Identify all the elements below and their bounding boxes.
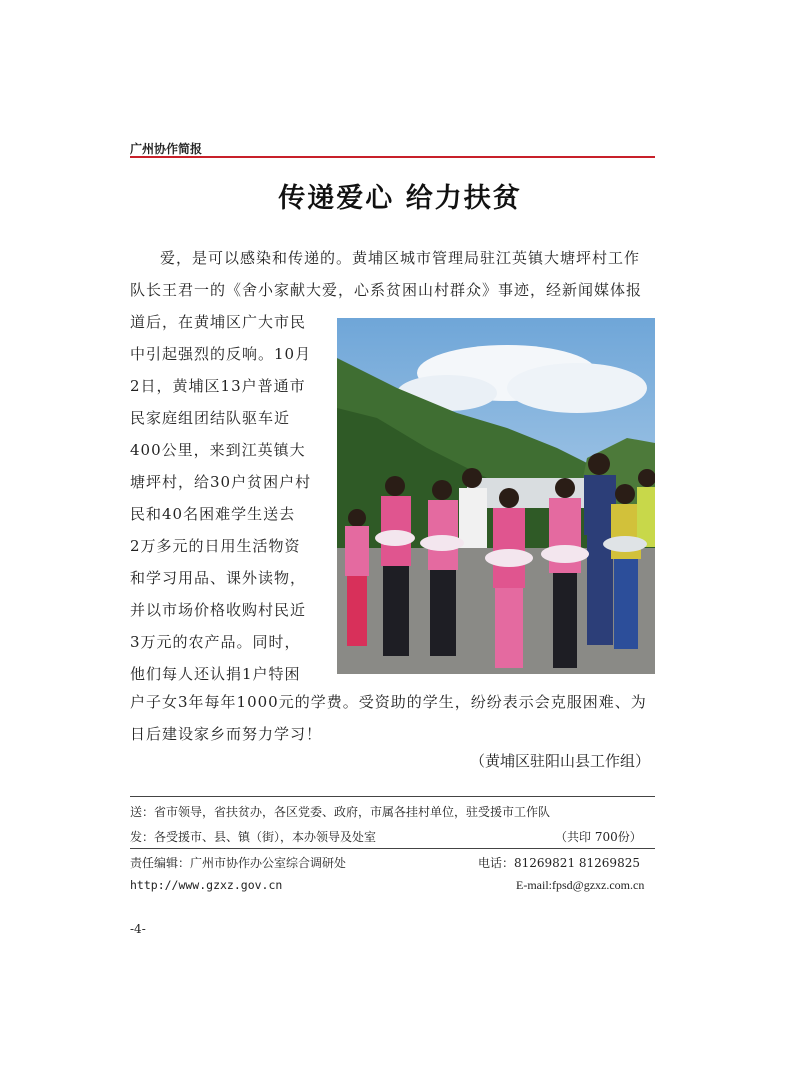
article-body-bottom <box>130 686 655 750</box>
intro-line: 爱，是可以感染和传递的。黄埔区城市管理局驻江英镇大塘坪村工作 <box>160 249 641 267</box>
body-line: 并以市场价格收购村民近 <box>130 601 307 619</box>
body-line: 户子女3年每年1000元的学费。受资助的学生，纷纷表示会克服困难、为 <box>130 693 647 711</box>
page-number: -4- <box>130 922 146 936</box>
distribution-send: 送：省市领导，省扶贫办，各区党委、政府，市属各挂村单位，驻受援市工作队 <box>130 805 551 819</box>
body-line: 中引起强烈的反响。10月 <box>130 345 312 363</box>
header-rule <box>130 156 655 158</box>
intro-line: 队长王君一的《舍小家献大爱，心系贫困山村群众》事迹，经新闻媒体报 <box>130 281 643 299</box>
responsible-editor: 责任编辑：广州市协作办公室综合调研处 <box>130 856 347 870</box>
print-copies: （共印 700份） <box>555 830 642 844</box>
body-line: 400公里，来到江英镇大 <box>130 441 306 459</box>
article-intro <box>130 242 655 306</box>
body-line: 他们每人还认捐1户特困 <box>130 665 301 683</box>
body-line: 塘坪村，给30户贫困户村 <box>130 473 312 491</box>
body-line: 道后，在黄埔区广大市民 <box>130 313 307 331</box>
body-line: 2万多元的日用生活物资 <box>130 537 301 555</box>
distribution-issue: 发：各受援市、县、镇（街），本办领导及处室 <box>130 830 377 844</box>
article-title: 传递爱心 给力扶贫 <box>278 183 522 214</box>
body-line: 民和40名困难学生送去 <box>130 505 296 523</box>
article-body-left <box>130 306 330 690</box>
body-line: 日后建设家乡而努力学习！ <box>130 725 323 743</box>
body-line: 民家庭组团结队驱车近 <box>130 409 291 427</box>
publication-header: 广州协作简报 <box>130 142 203 156</box>
body-line: 3万元的农产品。同时， <box>130 633 301 651</box>
footer-top-rule <box>130 796 655 797</box>
contact-email[interactable]: E-mail:fpsd@gzxz.com.cn <box>516 878 645 892</box>
website-link[interactable]: http://www.gzxz.gov.cn <box>130 878 283 892</box>
footer-middle-rule <box>130 848 655 849</box>
article-photo <box>337 318 655 674</box>
body-line: 2日，黄埔区13户普通市 <box>130 377 306 395</box>
article-signature: （黄埔区驻阳山县工作组） <box>469 752 650 770</box>
body-line: 和学习用品、课外读物， <box>130 569 307 587</box>
contact-phone: 电话：81269821 81269825 <box>478 856 640 870</box>
